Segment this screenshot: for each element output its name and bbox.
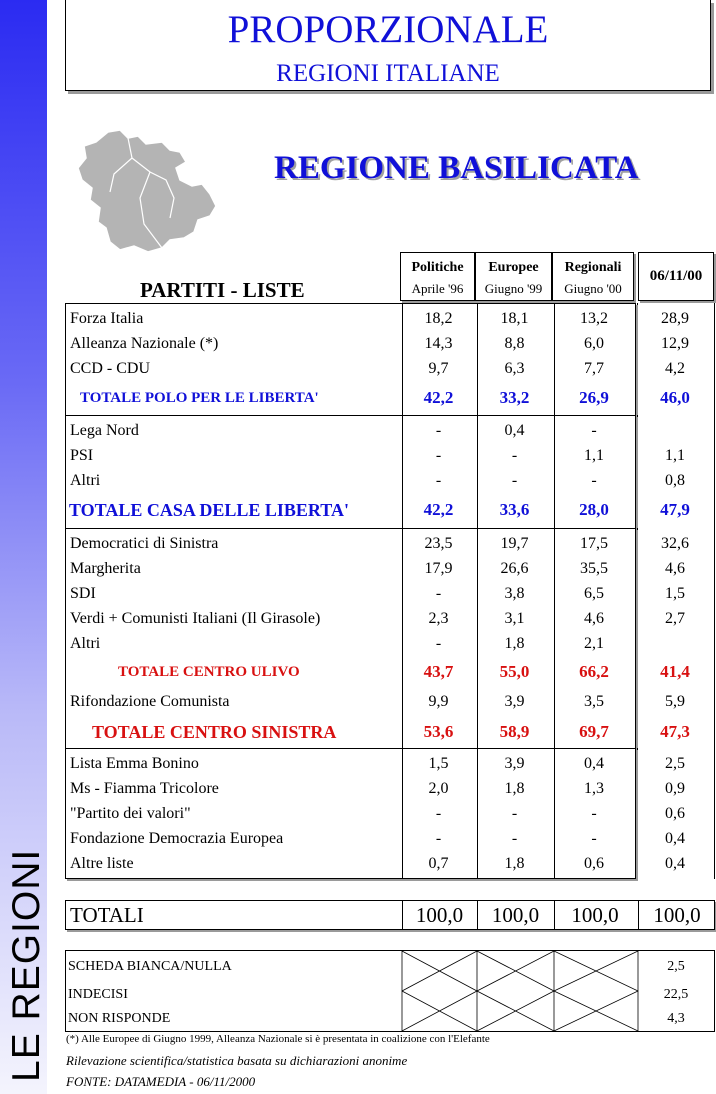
row-value: 9,9 <box>428 693 449 710</box>
row-value: 33,6 <box>499 500 530 519</box>
row-label: Forza Italia <box>70 310 144 327</box>
row-value: 66,2 <box>579 662 609 681</box>
row-label: TOTALE CENTRO SINISTRA <box>92 722 337 742</box>
row-value: - <box>435 830 442 847</box>
table-section <box>65 303 636 418</box>
extra-box <box>65 950 715 1032</box>
row-value: - <box>435 635 442 652</box>
extra-label: NON RISPONDE <box>68 1011 171 1026</box>
row-value: - <box>591 805 597 822</box>
row-value: - <box>511 472 518 489</box>
survey-value <box>637 418 713 443</box>
source-note: FONTE: DATAMEDIA - 06/11/2000 <box>66 1074 256 1089</box>
row-label: Altre liste <box>70 855 134 872</box>
row-label: Altri <box>70 472 101 489</box>
row-value: 28,0 <box>579 500 609 519</box>
row-label: TOTALE POLO PER LE LIBERTA' <box>80 390 319 406</box>
row-value: 2,1 <box>584 635 604 652</box>
row-value: 3,8 <box>504 585 525 602</box>
row-value: 3,1 <box>504 610 525 627</box>
row-value: - <box>591 422 597 439</box>
extra-value: 22,5 <box>663 987 689 1002</box>
totals-row <box>65 900 715 930</box>
row-value: 1,8 <box>504 780 525 797</box>
table-row <box>66 801 635 826</box>
survey-value: 2,7 <box>665 610 685 627</box>
table-section <box>65 415 636 530</box>
row-label: CCD - CDU <box>70 360 151 377</box>
row-value: 43,7 <box>423 662 454 681</box>
row-value: - <box>435 472 442 489</box>
survey-value: 47,3 <box>660 722 690 741</box>
methodology-note: Rilevazione scientifica/statistica basata su dichiarazioni anonime <box>66 1053 408 1068</box>
table-row <box>66 716 635 748</box>
row-value: 18,1 <box>500 310 529 327</box>
survey-value: 28,9 <box>661 310 689 327</box>
row-value: 19,7 <box>500 535 529 552</box>
row-value: 0,7 <box>428 855 449 872</box>
table-row <box>66 851 635 876</box>
table-label: PARTITI - LISTE <box>140 278 305 302</box>
totals-value: 100,0 <box>554 901 635 929</box>
table-row <box>66 418 635 443</box>
survey-value: 47,9 <box>660 500 690 519</box>
row-value: 0,4 <box>584 755 604 772</box>
row-value: 7,7 <box>584 360 604 377</box>
row-value: 23,5 <box>424 535 453 552</box>
row-value: 3,5 <box>584 693 604 710</box>
survey-value: 0,6 <box>665 805 685 822</box>
column-header-survey-date: 06/11/00 <box>638 252 714 301</box>
table-row <box>66 356 635 381</box>
row-label: Margherita <box>70 560 141 577</box>
table-row <box>66 381 635 415</box>
row-value: - <box>511 830 518 847</box>
totals-value: 100,0 <box>638 901 715 929</box>
extra-value: 4,3 <box>667 1011 685 1026</box>
totals-value: 100,0 <box>477 901 553 929</box>
table-row <box>66 688 635 716</box>
row-value: 0,6 <box>584 855 604 872</box>
row-value: 1,8 <box>504 635 525 652</box>
survey-value: 0,4 <box>665 830 685 847</box>
row-value: 8,8 <box>504 335 525 352</box>
column-header-politiche: Politiche Aprile '96 <box>400 252 475 301</box>
table-row <box>66 826 635 851</box>
table-row <box>66 656 635 688</box>
row-value: 69,7 <box>579 722 609 741</box>
row-value: 55,0 <box>499 662 530 681</box>
row-value: 58,9 <box>499 722 530 741</box>
page-title: PROPORZIONALE <box>227 8 549 51</box>
row-value: 9,7 <box>428 360 449 377</box>
table-row <box>66 443 635 468</box>
row-value: 2,3 <box>428 610 449 627</box>
row-value: - <box>591 472 597 489</box>
row-value: 6,5 <box>584 585 604 602</box>
basilicata-map-icon <box>70 128 230 258</box>
row-value: 1,5 <box>428 755 449 772</box>
table-row <box>66 468 635 493</box>
survey-value: 12,9 <box>661 335 689 352</box>
sidebar-gradient <box>0 0 47 1094</box>
row-value: 1,8 <box>504 855 525 872</box>
survey-value: 0,9 <box>665 780 685 797</box>
table-section <box>65 748 636 879</box>
row-value: 6,3 <box>504 360 525 377</box>
row-value: 53,6 <box>423 722 454 741</box>
table-row <box>66 556 635 581</box>
row-label: PSI <box>70 447 94 464</box>
row-value: 3,9 <box>504 755 525 772</box>
survey-value: 4,2 <box>665 360 685 377</box>
row-value: 6,0 <box>584 335 604 352</box>
row-value: 42,2 <box>423 500 454 519</box>
row-value: 17,9 <box>424 560 453 577</box>
row-label: Democratici di Sinistra <box>70 535 219 552</box>
row-value: - <box>435 422 442 439</box>
region-title: REGIONE BASILICATA <box>274 150 639 186</box>
survey-value: 2,5 <box>665 755 685 772</box>
table-row <box>66 531 635 556</box>
header-box <box>65 0 711 91</box>
table-row <box>66 776 635 801</box>
row-value: - <box>511 447 518 464</box>
row-value: 2,0 <box>428 780 449 797</box>
survey-value: 0,4 <box>665 855 685 872</box>
table-row <box>66 306 635 331</box>
survey-value: 5,9 <box>665 693 685 710</box>
row-value: - <box>435 585 442 602</box>
page-subtitle: REGIONI ITALIANE <box>276 60 500 87</box>
row-label: TOTALE CASA DELLE LIBERTA' <box>69 500 349 520</box>
extra-label: INDECISI <box>68 987 128 1002</box>
row-label: SDI <box>70 585 96 602</box>
row-label: Altri <box>70 635 101 652</box>
survey-value: 0,8 <box>665 472 685 489</box>
survey-value: 1,5 <box>665 585 685 602</box>
survey-value: 1,1 <box>665 447 685 464</box>
table-row <box>66 751 635 776</box>
table-row <box>66 606 635 631</box>
survey-value: 4,6 <box>665 560 685 577</box>
footnote: (*) Alle Europee di Giugno 1999, Alleanza Nazionale si è presentata in coalizione con l'Elefante <box>66 1033 490 1045</box>
table-row <box>66 631 635 656</box>
row-value: - <box>435 447 442 464</box>
survey-value <box>637 631 713 656</box>
row-value: 26,6 <box>500 560 529 577</box>
row-value: 18,2 <box>424 310 453 327</box>
row-label: Lega Nord <box>70 422 139 439</box>
row-value: 13,2 <box>580 310 608 327</box>
table-row <box>66 493 635 527</box>
survey-value: 46,0 <box>660 388 690 407</box>
survey-value: 41,4 <box>660 662 690 681</box>
row-label: Ms - Fiamma Tricolore <box>70 780 219 797</box>
row-value: - <box>511 805 518 822</box>
totals-value: 100,0 <box>402 901 476 929</box>
row-value: 26,9 <box>579 388 609 407</box>
row-value: 33,2 <box>499 388 530 407</box>
row-value: 0,4 <box>504 422 525 439</box>
row-label: Lista Emma Bonino <box>70 755 199 772</box>
row-label: Alleanza Nazionale (*) <box>70 335 219 352</box>
extra-value: 2,5 <box>667 959 685 974</box>
row-value: 1,1 <box>584 447 604 464</box>
table-row <box>66 581 635 606</box>
extra-label: SCHEDA BIANCA/NULLA <box>68 959 232 974</box>
sidebar-title: LE REGIONI <box>5 848 48 1082</box>
totals-label: TOTALI <box>70 903 144 927</box>
row-value: - <box>435 805 442 822</box>
row-value: 17,5 <box>580 535 608 552</box>
row-value: 3,9 <box>504 693 525 710</box>
row-value: - <box>591 830 597 847</box>
row-label: Fondazione Democrazia Europea <box>70 830 284 847</box>
table-row <box>66 331 635 356</box>
column-header-europee: Europee Giugno '99 <box>475 252 552 301</box>
row-value: 4,6 <box>584 610 604 627</box>
row-label: TOTALE CENTRO ULIVO <box>118 664 300 680</box>
row-value: 14,3 <box>424 335 453 352</box>
row-label: Verdi + Comunisti Italiani (Il Girasole) <box>70 610 321 627</box>
row-value: 35,5 <box>580 560 608 577</box>
column-header-regionali: Regionali Giugno '00 <box>552 252 634 301</box>
row-label: Rifondazione Comunista <box>70 693 230 710</box>
row-label: "Partito dei valori" <box>70 805 191 822</box>
survey-value: 32,6 <box>661 535 689 552</box>
row-value: 1,3 <box>584 780 604 797</box>
row-value: 42,2 <box>423 388 454 407</box>
table-section <box>65 528 636 751</box>
